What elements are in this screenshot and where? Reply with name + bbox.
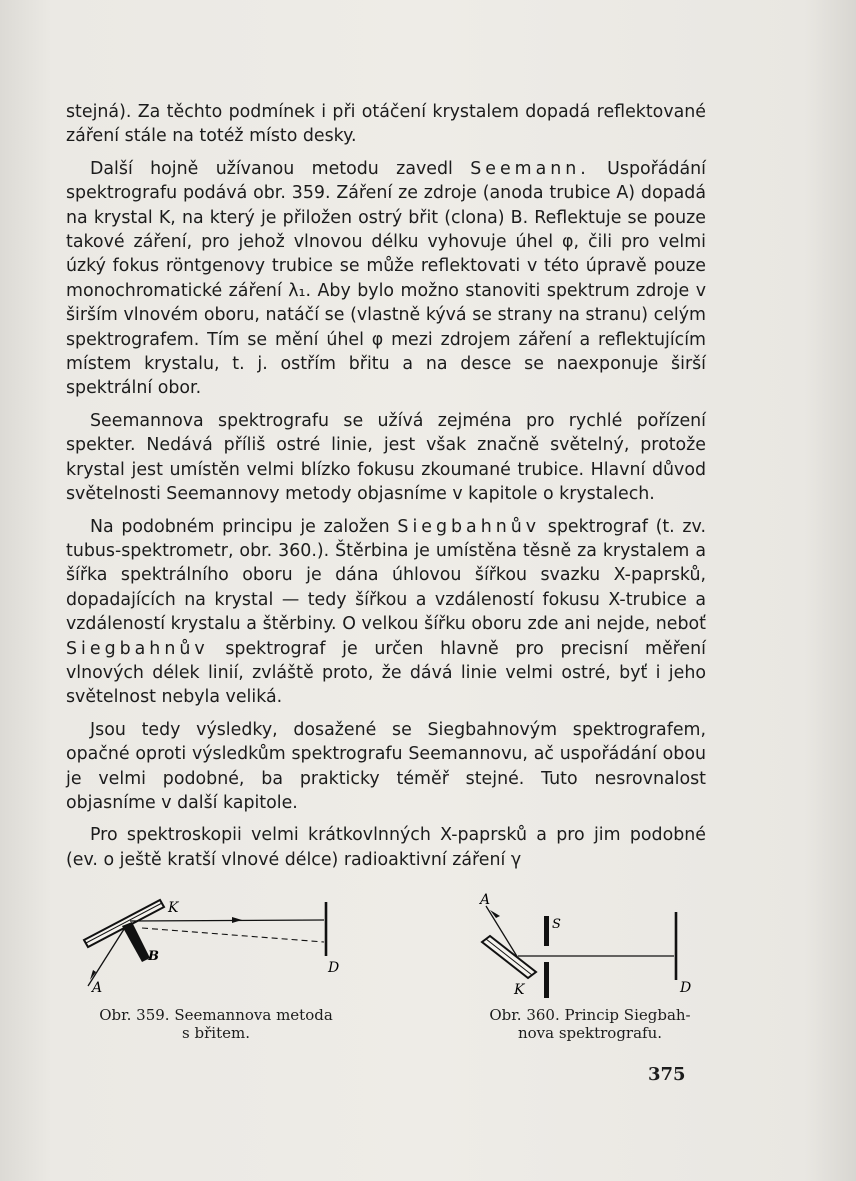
paragraph-4 [66,515,706,710]
paragraph-6: Pro spektroskopii velmi krátkovlnných X-paprsků a pro jim podobné (ev. o ještě kratší vlnové délce) radioaktivní záření γ [66,825,706,870]
label-a: A [480,892,491,908]
body-text [66,100,706,872]
label-s: S [552,917,561,932]
name-siegbahn-2: Siegbahnův [66,638,209,659]
caption-360 [460,1006,720,1042]
paragraph-4-middle: spektrograf (t. zv. tubus-spektrometr, obr. 360.). Štěrbina je umístěna těsně za krystalem a šířka spektrálního oboru je dána úhlovou šířkou svazku X-paprsků, dopadajících na krystal — tedy šířkou a vzdáleností fokusu X-trubice a vzdáleností krystalu a štěrbiny. O velkou šířku oboru zde ani nejde, neboť [66,516,707,635]
reflected-ray-upper [130,920,324,921]
label-d: D [680,980,692,996]
paragraph-4-lead: Na podobném principu je založen [90,516,390,537]
crystal-plate-edge [86,903,162,943]
paragraph-2-rest: Uspořádání spektrografu podává obr. 359. Záření ze zdroje (anoda trubice A) dopadá na krystal K, na který je přiložen ostrý břit (clona) B. Reflektuje se pouze takové záření, pro jehož vlnovou délku vyhovuje úhel φ, čili pro velmi úzký fokus röntgenovy trubice se může reflektovati v této úpravě pouze monochromatické záření λ₁. Aby bylo možno stanoviti spektrum zdroje v širším vlnovém oboru, natáčí se (vlastně kývá se strany na stranu) celým spektrografem. Tím se mění úhel φ mezi zdrojem záření a reflektujícím místem krystalu, t. j. ostřím břitu a na desce se naexponuje širší spektrální obor. [66,158,706,399]
figure-360 [460,888,710,1042]
page-number: 375 [648,1064,686,1085]
paragraph-2-lead: Další hojně užívanou metodu zavedl [90,158,453,179]
paragraph-3: Seemannova spektrografu se užívá zejména pro rychlé pořízení spekter. Nedává příliš ostré linie, jest však značně světelný, protože krystal jest umístěn velmi blízko fokusu zkoumané trubice. Hlavní důvod světelnosti Seemannovy metody objasníme v kapitole o krystalech. [66,410,706,505]
slit-lower-jaw [544,962,549,998]
caption-360-line-2: nova spektrografu. [517,1024,663,1042]
label-b: B [148,949,159,964]
caption-359 [66,1006,366,1042]
paragraph-2 [66,157,706,401]
paragraph-1: stejná). Za těchto podmínek i při otáčení krystalem dopadá reflektované záření stále na totéž místo desky. [66,102,706,147]
label-a: A [92,980,103,996]
figure-359-diagram [60,888,360,1003]
figures-area [60,888,710,1048]
paragraph-5: Jsou tedy výsledky, dosažené se Siegbahnovým spektrografem, opačné oproti výsledkům spektrografu Seemannovu, ač uspořádání obou je velmi podobné, ba prakticky téměř stejné. Tuto nesrovnalost objasníme v další kapitole. [66,719,706,813]
figure-359 [60,888,360,1042]
slit-upper-jaw [544,916,549,946]
paragraph-4-rest: spektrograf je určen hlavně pro precisní měření vlnových délek linií, zvláště proto, že dává linie velmi ostré, byť i jeho světelnost nebyla veliká. [66,638,706,708]
name-siegbahn-1: Siegbahnův [397,516,541,537]
caption-360-line-1: Obr. 360. Princip Siegbah- [489,1006,691,1024]
name-seemann: Seemann. [470,158,590,179]
reflected-arrow [232,917,242,923]
reflected-ray-dashed [142,928,324,942]
caption-359-line-2: s břitem. [182,1024,250,1042]
label-d: D [328,960,340,976]
caption-359-line-1: Obr. 359. Seemannova metoda [99,1006,333,1024]
figure-360-diagram [460,888,710,1003]
label-k: K [168,900,179,916]
label-k: K [514,982,525,998]
